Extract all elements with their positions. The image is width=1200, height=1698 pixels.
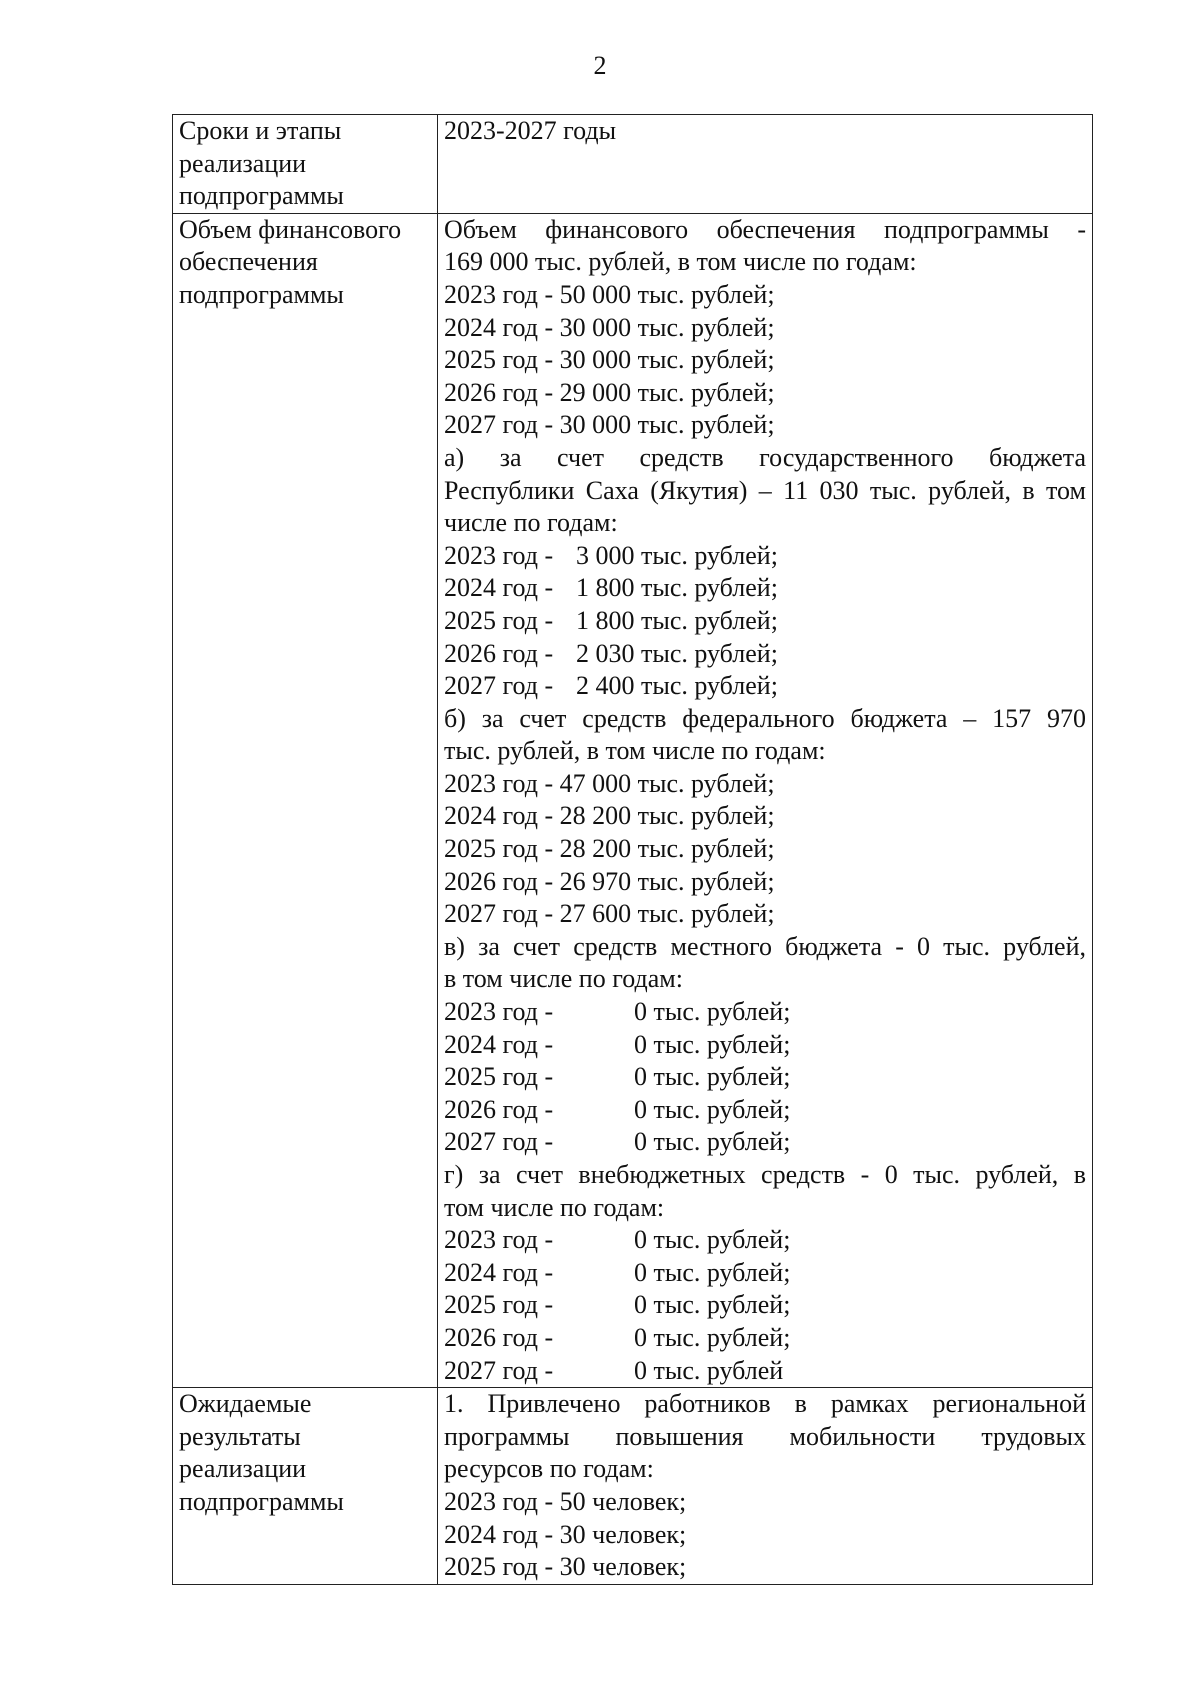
state-budget-heading: Республики Саха (Якутия) – 11 030 тыс. рублей, в том bbox=[444, 475, 1086, 505]
year-amount: 0 тыс. рублей; bbox=[634, 1062, 791, 1092]
row-terms-label bbox=[173, 115, 438, 214]
state-year-line bbox=[444, 572, 1086, 605]
year-label: 2023 год - bbox=[444, 997, 554, 1027]
year-label: 2025 год - bbox=[444, 1062, 554, 1092]
results-year-line: 2023 год - 50 человек; bbox=[444, 1486, 687, 1516]
year-label: 2025 год - bbox=[444, 1290, 554, 1320]
state-budget-heading: числе по годам: bbox=[444, 508, 618, 538]
year-amount: 0 тыс. рублей; bbox=[634, 997, 791, 1027]
row-terms bbox=[173, 115, 1093, 214]
federal-year-line: 2024 год - 28 200 тыс. рублей; bbox=[444, 801, 775, 831]
label-line: подпрограммы bbox=[179, 181, 344, 211]
year-label: 2024 год - bbox=[444, 1029, 554, 1059]
results-year-line: 2024 год - 30 человек; bbox=[444, 1519, 687, 1549]
subprogram-passport-table bbox=[172, 114, 1093, 1585]
local-budget-heading: в) за счет средств местного бюджета - 0 тыс. рублей, bbox=[444, 931, 1086, 961]
local-year-line bbox=[444, 1061, 1086, 1094]
year-label: 2025 год - bbox=[444, 605, 554, 635]
state-year-line bbox=[444, 605, 1086, 638]
row-results bbox=[173, 1388, 1093, 1585]
local-year-line bbox=[444, 1094, 1086, 1127]
intro-line: Объем финансового обеспечения подпрограммы - bbox=[444, 214, 1086, 244]
label-line: обеспечения bbox=[179, 247, 318, 277]
label-line: Ожидаемые bbox=[179, 1389, 312, 1419]
state-year-line bbox=[444, 638, 1086, 671]
year-label: 2027 год - bbox=[444, 1127, 554, 1157]
row-financing-value bbox=[438, 213, 1093, 1387]
label-line: подпрограммы bbox=[179, 1486, 344, 1516]
federal-year-line: 2026 год - 26 970 тыс. рублей; bbox=[444, 866, 775, 896]
total-year-line: 2026 год - 29 000 тыс. рублей; bbox=[444, 377, 775, 407]
total-year-line: 2023 год - 50 000 тыс. рублей; bbox=[444, 279, 775, 309]
year-amount: 3 000 тыс. рублей; bbox=[576, 540, 778, 570]
local-year-line bbox=[444, 1126, 1086, 1159]
federal-year-line: 2025 год - 28 200 тыс. рублей; bbox=[444, 834, 775, 864]
extrabudgetary-year-line bbox=[444, 1257, 1086, 1290]
row-financing-label bbox=[173, 213, 438, 1387]
year-amount: 0 тыс. рублей; bbox=[634, 1029, 791, 1059]
year-label: 2024 год - bbox=[444, 1257, 554, 1287]
label-line: подпрограммы bbox=[179, 279, 344, 309]
year-label: 2027 год - bbox=[444, 1355, 554, 1385]
federal-budget-heading: тыс. рублей, в том числе по годам: bbox=[444, 736, 826, 766]
row-financing bbox=[173, 213, 1093, 1387]
local-year-line bbox=[444, 1029, 1086, 1062]
year-amount: 0 тыс. рублей; bbox=[634, 1094, 791, 1124]
year-amount: 0 тыс. рублей; bbox=[634, 1290, 791, 1320]
year-amount: 2 400 тыс. рублей; bbox=[576, 671, 778, 701]
year-label: 2027 год - bbox=[444, 671, 554, 701]
local-year-line bbox=[444, 996, 1086, 1029]
local-budget-heading: в том числе по годам: bbox=[444, 964, 683, 994]
label-line: реализации bbox=[179, 148, 307, 178]
year-label: 2023 год - bbox=[444, 540, 554, 570]
year-amount: 0 тыс. рублей; bbox=[634, 1225, 791, 1255]
year-label: 2026 год - bbox=[444, 638, 554, 668]
row-results-value bbox=[438, 1388, 1093, 1585]
state-year-line bbox=[444, 670, 1086, 703]
extrabudgetary-year-line bbox=[444, 1224, 1086, 1257]
state-year-line bbox=[444, 540, 1086, 573]
federal-budget-heading: б) за счет средств федерального бюджета – 157 970 bbox=[444, 703, 1086, 733]
extrabudgetary-heading: г) за счет внебюджетных средств - 0 тыс. рублей, в bbox=[444, 1160, 1086, 1189]
total-year-line: 2024 год - 30 000 тыс. рублей; bbox=[444, 312, 775, 342]
state-budget-heading: а) за счет средств государственного бюджета bbox=[444, 442, 1086, 472]
label-line: реализации bbox=[179, 1454, 307, 1484]
extrabudgetary-year-line bbox=[444, 1322, 1086, 1355]
value-line: 2023-2027 годы bbox=[444, 116, 617, 145]
year-label: 2023 год - bbox=[444, 1225, 554, 1255]
total-year-line: 2027 год - 30 000 тыс. рублей; bbox=[444, 410, 775, 440]
year-label: 2026 год - bbox=[444, 1094, 554, 1124]
label-line: Объем финансового bbox=[179, 214, 402, 244]
results-year-line: 2025 год - 30 человек; bbox=[444, 1552, 687, 1582]
year-amount: 1 800 тыс. рублей; bbox=[576, 573, 778, 603]
intro-line: 169 000 тыс. рублей, в том числе по годам: bbox=[444, 247, 917, 277]
year-amount: 0 тыс. рублей; bbox=[634, 1257, 791, 1287]
year-amount: 0 тыс. рублей bbox=[634, 1355, 784, 1385]
page-number: 2 bbox=[593, 51, 607, 80]
row-terms-value bbox=[438, 115, 1093, 214]
label-line: Сроки и этапы bbox=[179, 116, 342, 145]
results-heading: ресурсов по годам: bbox=[444, 1454, 654, 1484]
total-year-line: 2025 год - 30 000 тыс. рублей; bbox=[444, 345, 775, 375]
year-amount: 2 030 тыс. рублей; bbox=[576, 638, 778, 668]
results-heading: 1. Привлечено работников в рамках региональной bbox=[444, 1389, 1086, 1419]
extrabudgetary-year-line bbox=[444, 1355, 1086, 1388]
federal-year-line: 2027 год - 27 600 тыс. рублей; bbox=[444, 899, 775, 929]
federal-year-line: 2023 год - 47 000 тыс. рублей; bbox=[444, 768, 775, 798]
year-label: 2024 год - bbox=[444, 573, 554, 603]
year-label: 2026 год - bbox=[444, 1322, 554, 1352]
extrabudgetary-heading: том числе по годам: bbox=[444, 1192, 665, 1222]
label-line: результаты bbox=[179, 1421, 301, 1451]
year-amount: 1 800 тыс. рублей; bbox=[576, 605, 778, 635]
results-heading: программы повышения мобильности трудовых bbox=[444, 1421, 1086, 1451]
extrabudgetary-year-line bbox=[444, 1289, 1086, 1322]
row-results-label bbox=[173, 1388, 438, 1585]
year-amount: 0 тыс. рублей; bbox=[634, 1127, 791, 1157]
year-amount: 0 тыс. рублей; bbox=[634, 1322, 791, 1352]
